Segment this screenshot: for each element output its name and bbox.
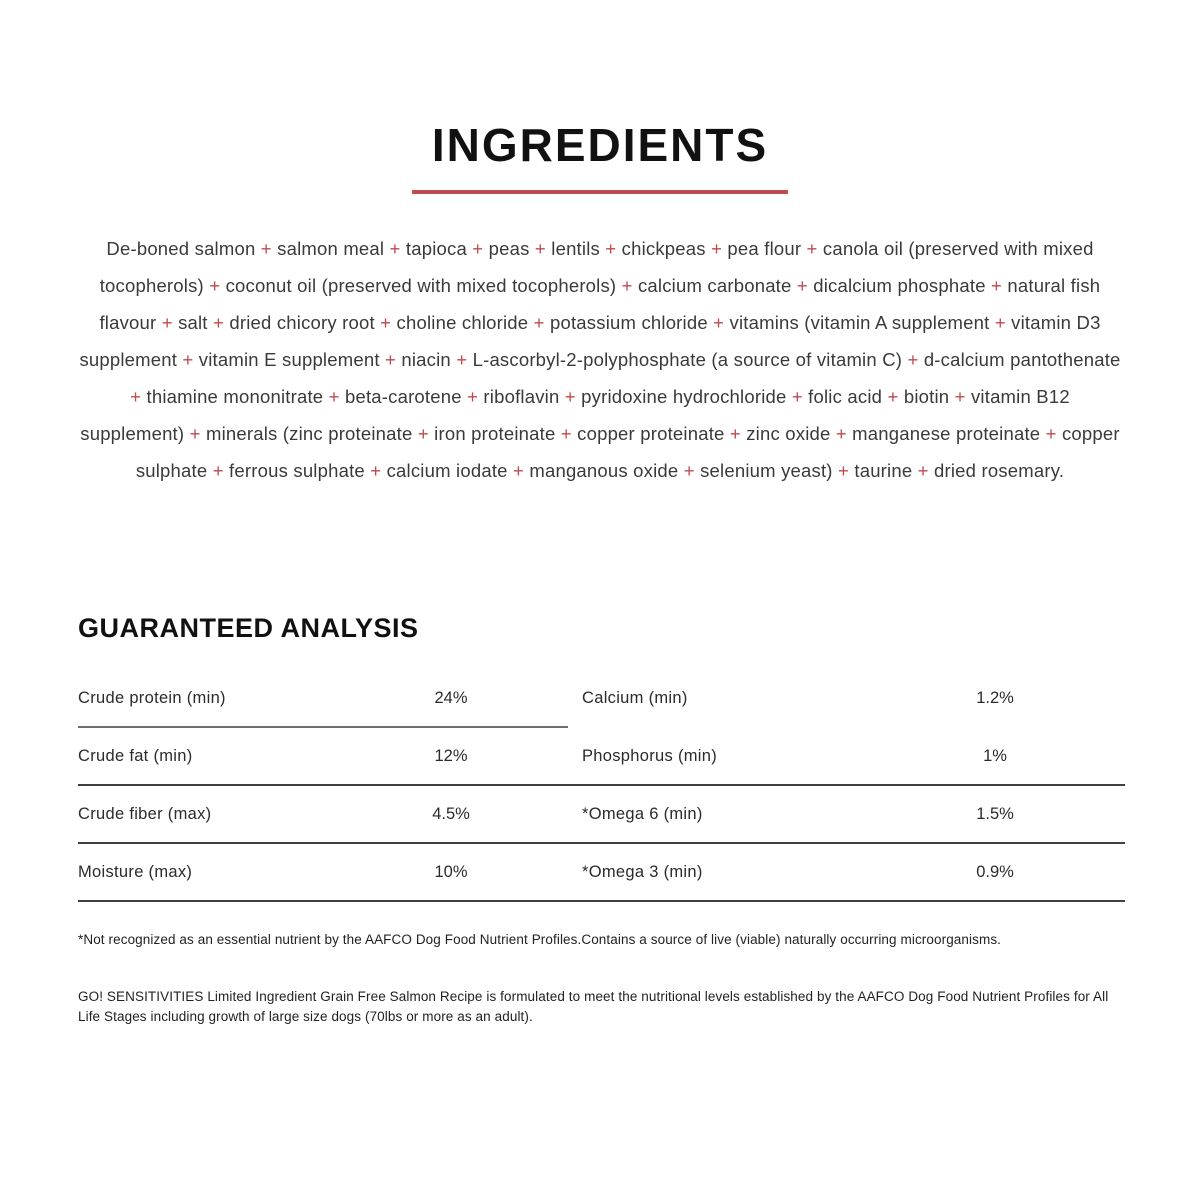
plus-separator: +	[450, 349, 473, 370]
plus-separator: +	[184, 423, 206, 444]
plus-separator: +	[559, 386, 582, 407]
analysis-row	[78, 844, 1125, 902]
analysis-cell-left	[78, 786, 568, 842]
nutrient-value: 12%	[434, 746, 468, 765]
plus-separator: +	[374, 312, 397, 333]
plus-separator: +	[412, 423, 435, 444]
nutrient-label: Crude fiber (max)	[78, 804, 212, 823]
plus-separator: +	[384, 238, 406, 259]
plus-separator: +	[507, 460, 530, 481]
plus-separator: +	[364, 460, 387, 481]
nutrient-label: *Omega 6 (min)	[582, 804, 703, 823]
plus-separator: +	[203, 275, 226, 296]
nutrient-label: Crude protein (min)	[78, 688, 226, 707]
ingredients-text: De-boned salmon + salmon meal + tapioca + peas + lentils + chickpeas + pea flour + canola oil (preserved with mixed tocopherols) + coconut oil (preserved with mixed tocopherols) + calcium carbonate + dicalcium phosphate + natural fish flavour + salt + dried chicory root + choline chloride + potassium chloride + vitamins (vitamin A supplement + vitamin D3 supplement + vitamin E supplement + niacin + L-ascorbyl-2-polyphosphate (a source of vitamin C) + d-calcium pantothenate + thiamine mononitrate + beta-carotene + riboflavin + pyridoxine hydrochloride + folic acid + biotin + vitamin B12 supplement) + minerals (zinc proteinate + iron proteinate + copper proteinate + zinc oxide + manganese proteinate + copper sulphate + ferrous sulphate + calcium iodate + manganous oxide + selenium yeast) + taurine + dried rosemary.	[79, 238, 1121, 481]
guaranteed-analysis-section	[0, 613, 1200, 1027]
plus-separator: +	[707, 312, 730, 333]
nutrient-label: Calcium (min)	[582, 688, 688, 707]
nutrient-value: 24%	[434, 688, 468, 707]
plus-separator: +	[255, 238, 278, 259]
plus-separator: +	[832, 460, 855, 481]
plus-separator: +	[156, 312, 179, 333]
nutrient-value: 4.5%	[432, 804, 470, 823]
formulation-statement: GO! SENSITIVITIES Limited Ingredient Grain Free Salmon Recipe is formulated to meet the nutritional levels established by the AAFCO Dog Food Nutrient Profiles for All Life Stages including growth of large size dogs (70lbs or more as an adult).	[78, 989, 1109, 1024]
plus-separator: +	[461, 386, 484, 407]
plus-separator: +	[989, 312, 1012, 333]
nutrient-value: 1%	[983, 746, 1007, 765]
ingredients-section	[0, 0, 1200, 489]
guaranteed-analysis-title: GUARANTEED ANALYSIS	[78, 613, 419, 643]
analysis-row	[78, 670, 1125, 728]
plus-separator: +	[705, 238, 728, 259]
plus-separator: +	[616, 275, 638, 296]
plus-separator: +	[555, 423, 578, 444]
plus-separator: +	[801, 238, 823, 259]
title-underline-rule	[412, 190, 788, 194]
nutrient-label: Crude fat (min)	[78, 746, 193, 765]
plus-separator: +	[791, 275, 814, 296]
plus-separator: +	[949, 386, 971, 407]
nutrient-label: *Omega 3 (min)	[582, 862, 703, 881]
analysis-cell-right	[582, 728, 1125, 784]
plus-separator: +	[379, 349, 402, 370]
plus-separator: +	[207, 312, 230, 333]
plus-separator: +	[786, 386, 809, 407]
analysis-cell-left	[78, 844, 568, 900]
ingredients-title: INGREDIENTS	[431, 119, 769, 171]
plus-separator: +	[830, 423, 853, 444]
analysis-cell-right	[582, 786, 1125, 842]
plus-separator: +	[529, 238, 552, 259]
plus-separator: +	[599, 238, 622, 259]
nutrient-label: Phosphorus (min)	[582, 746, 718, 765]
plus-separator: +	[1040, 423, 1062, 444]
plus-separator: +	[177, 349, 199, 370]
plus-separator: +	[985, 275, 1008, 296]
nutrient-value: 1.2%	[976, 688, 1014, 707]
guaranteed-analysis-table	[78, 670, 1125, 902]
analysis-row	[78, 728, 1125, 786]
analysis-cell-right	[582, 670, 1125, 726]
analysis-row	[78, 786, 1125, 844]
analysis-cell-right	[582, 844, 1125, 900]
plus-separator: +	[882, 386, 904, 407]
plus-separator: +	[724, 423, 747, 444]
analysis-cell-left	[78, 670, 568, 728]
nutrient-value: 1.5%	[976, 804, 1014, 823]
plus-separator: +	[323, 386, 345, 407]
aafco-footnote: *Not recognized as an essential nutrient by the AAFCO Dog Food Nutrient Profiles.Contains a source of live (viable) naturally occurring microorganisms.	[78, 932, 1002, 947]
plus-separator: +	[678, 460, 701, 481]
plus-separator: +	[528, 312, 550, 333]
plus-separator: +	[912, 460, 935, 481]
plus-separator: +	[466, 238, 489, 259]
plus-separator: +	[130, 386, 147, 407]
nutrient-label: Moisture (max)	[78, 862, 193, 881]
analysis-cell-left	[78, 728, 568, 784]
plus-separator: +	[902, 349, 924, 370]
nutrient-value: 0.9%	[976, 862, 1014, 881]
plus-separator: +	[207, 460, 230, 481]
nutrient-value: 10%	[434, 862, 468, 881]
